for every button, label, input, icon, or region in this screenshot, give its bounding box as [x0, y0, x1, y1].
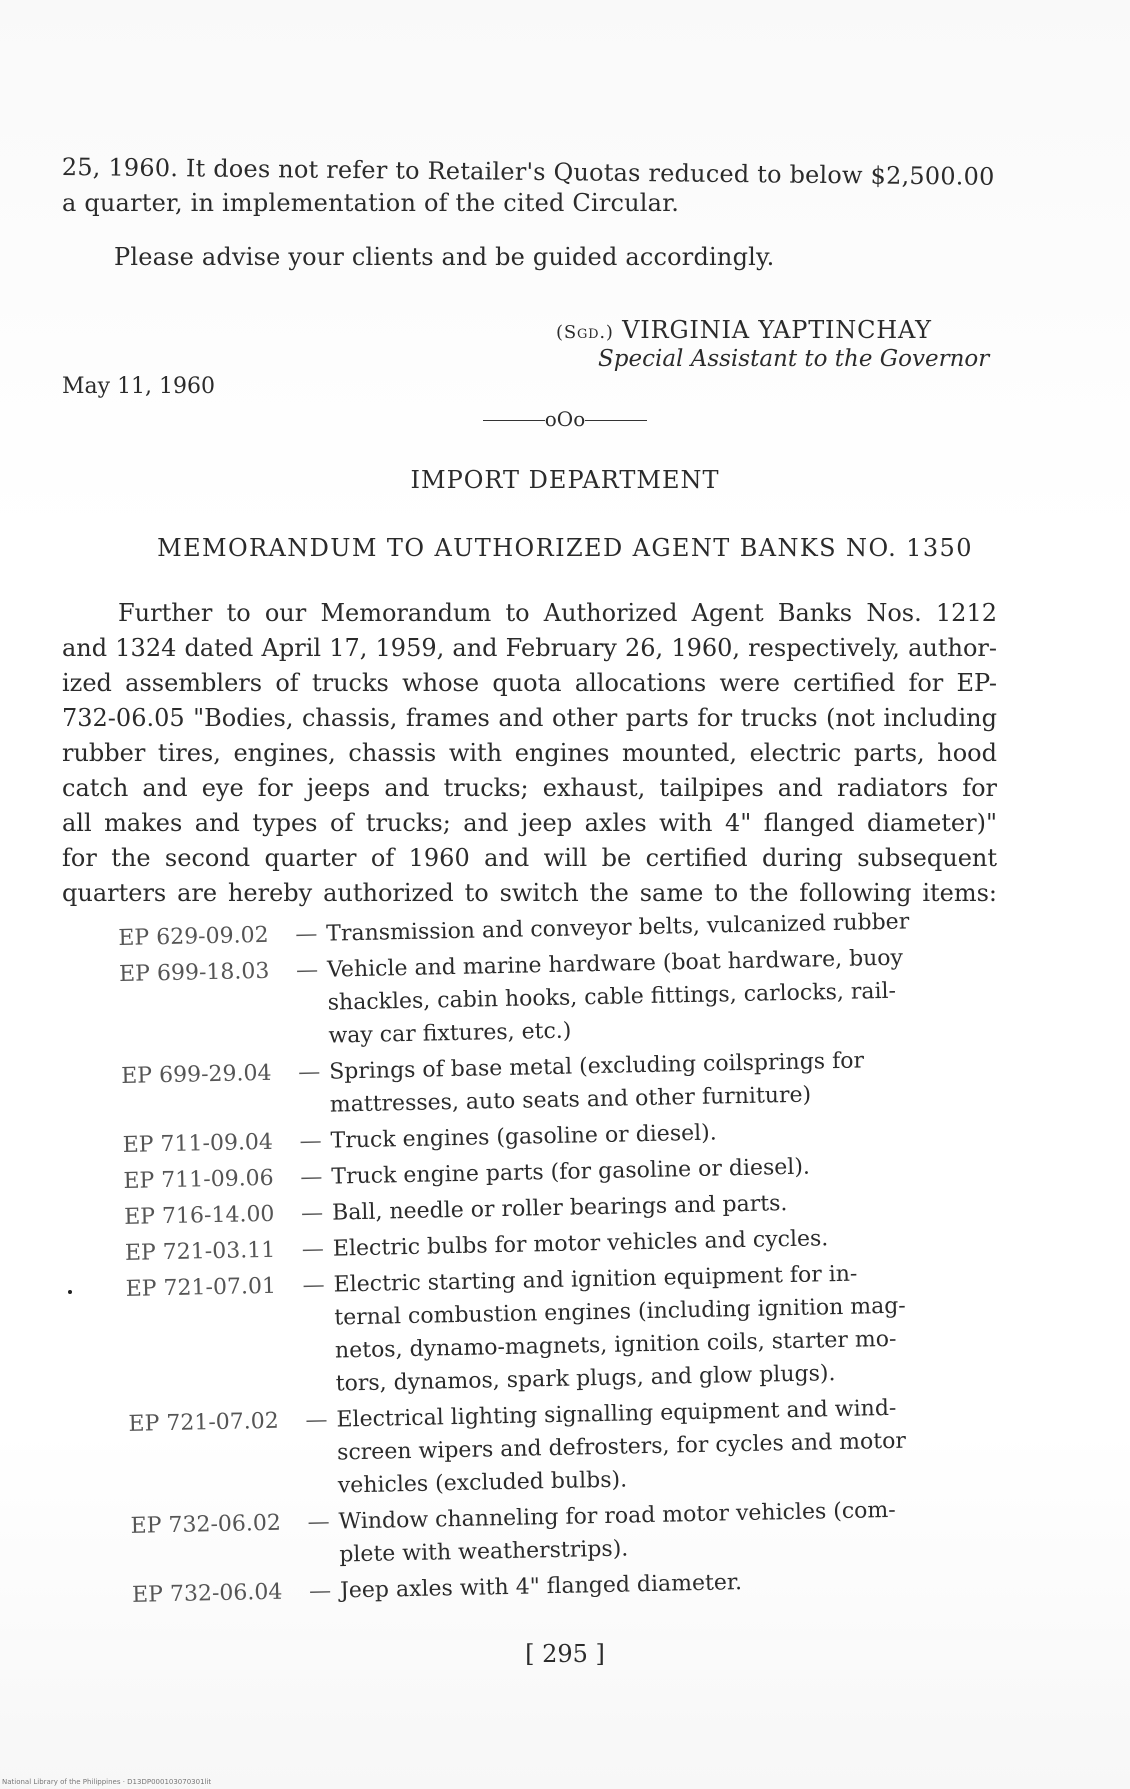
- item-description: [333, 1256, 958, 1401]
- item-code: EP 721-03.11: [124, 1237, 276, 1266]
- body-line: ized assemblers of trucks whose quota allocations were certified for EP-: [62, 669, 997, 697]
- item-dash: —: [300, 1164, 323, 1191]
- item-dash: —: [308, 1578, 332, 1605]
- item-description-line: Springs of base metal (excluding coilsprings for: [328, 1048, 865, 1085]
- list-item: [125, 1256, 958, 1405]
- body-line: 732-06.05 "Bodies, chassis, frames and other parts for trucks (not including: [62, 704, 997, 732]
- department-heading: IMPORT DEPARTMENT: [410, 466, 720, 494]
- item-description-line: vehicles (excluded bulbs).: [337, 1467, 628, 1499]
- item-description-line: plete with weatherstrips).: [339, 1536, 629, 1568]
- intro-line-1: 25, 1960. It does not refer to Retailer's Quotas reduced to below $2,500.00: [61, 152, 995, 191]
- item-dash: —: [299, 1128, 322, 1155]
- separator-rule-left: [483, 420, 545, 421]
- item-description-line: Electric starting and ignition equipment for in-: [333, 1261, 858, 1298]
- item-dash: —: [295, 957, 319, 984]
- separator-rule-right: [585, 420, 647, 421]
- signature-title: Special Assistant to the Governor: [598, 346, 990, 372]
- item-code: EP 699-18.03: [118, 958, 270, 987]
- item-dash: —: [301, 1236, 325, 1263]
- item-code: EP 721-07.01: [125, 1273, 277, 1302]
- signature-name: VIRGINIA YAPTINCHAY: [622, 316, 932, 344]
- item-dash: —: [295, 921, 318, 948]
- body-line: and 1324 dated April 17, 1959, and February 26, 1960, respectively, author-: [62, 634, 997, 662]
- memo-title: MEMORANDUM TO AUTHORIZED AGENT BANKS NO. 1350: [157, 534, 973, 562]
- item-description: [329, 1043, 952, 1122]
- footer-note: National Library of the Philippines · D13DP000103070301lit: [2, 1778, 212, 1786]
- item-description-line: Transmission and conveyor belts, vulcanized rubber: [326, 909, 910, 947]
- item-description-line: Electric bulbs for motor vehicles and cycles.: [332, 1226, 829, 1262]
- item-description-line: mattresses, auto seats and other furniture): [329, 1082, 812, 1118]
- item-list: [118, 905, 962, 1615]
- separator: [0, 407, 1130, 431]
- body-line: quarters are hereby authorized to switch the same to the following items:: [62, 879, 997, 907]
- body-line: catch and eye for jeeps and trucks; exhaust, tailpipes and radiators for: [62, 774, 997, 802]
- intro-line-3: Please advise your clients and be guided accordingly.: [114, 243, 775, 271]
- body-line: rubber tires, engines, chassis with engines mounted, electric parts, hood: [62, 739, 997, 767]
- item-description: [338, 1492, 961, 1571]
- item-code: EP 629-09.02: [118, 922, 269, 951]
- signature-sgd: (Sgd.): [556, 322, 614, 343]
- item-description-line: Window channeling for road motor vehicles (com-: [338, 1497, 896, 1535]
- item-dash: —: [300, 1200, 324, 1227]
- item-description-line: netos, dynamo-magnets, ignition coils, starter mo-: [334, 1326, 897, 1364]
- item-dash: —: [297, 1059, 321, 1086]
- item-code: EP 732-06.04: [131, 1579, 283, 1608]
- item-description-line: Electrical lighting signalling equipment and wind-: [336, 1395, 897, 1433]
- separator-mark: oOo: [544, 407, 586, 431]
- item-dash: —: [307, 1509, 330, 1536]
- item-description-line: ternal combustion engines (including ignition mag-: [334, 1293, 906, 1331]
- body-paragraph: [62, 596, 997, 911]
- item-description: [327, 941, 951, 1053]
- item-description: [336, 1391, 960, 1503]
- item-code: EP 711-09.06: [123, 1165, 274, 1194]
- item-description-line: Jeep axles with 4" flanged diameter.: [339, 1570, 743, 1604]
- item-description-line: way car fixtures, etc.): [328, 1018, 572, 1049]
- item-description-line: Ball, needle or roller bearings and parts.: [331, 1191, 788, 1226]
- page-number: [ 295 ]: [525, 1640, 605, 1668]
- body-line: all makes and types of trucks; and jeep axles with 4" flanged diameter)": [62, 809, 997, 837]
- item-code: EP 716-14.00: [123, 1201, 275, 1230]
- list-item: [119, 941, 951, 1057]
- memo-date: May 11, 1960: [62, 374, 216, 399]
- item-description-line: tors, dynamos, spark plugs, and glow plugs).: [335, 1361, 836, 1397]
- body-line: Further to our Memorandum to Authorized Agent Banks Nos. 1212: [118, 599, 997, 627]
- body-line: for the second quarter of 1960 and will be certified during subsequent: [62, 844, 997, 872]
- item-dash: —: [305, 1407, 328, 1434]
- item-code: EP 721-07.02: [128, 1408, 280, 1437]
- stray-mark: [68, 1290, 72, 1294]
- item-code: EP 732-06.02: [130, 1510, 282, 1539]
- item-description-line: Truck engines (gasoline or diesel).: [330, 1120, 717, 1154]
- item-description-line: shackles, cabin hooks, cable fittings, carlocks, rail-: [327, 978, 897, 1016]
- item-code: EP 699-29.04: [120, 1060, 272, 1089]
- signature-name-line: [556, 316, 932, 344]
- item-dash: —: [302, 1272, 325, 1299]
- item-description-line: Truck engine parts (for gasoline or diesel).: [331, 1154, 811, 1190]
- intro-line-2: a quarter, in implementation of the cited Circular.: [62, 189, 680, 217]
- item-description-line: Vehicle and marine hardware (boat hardware, buoy: [326, 945, 904, 983]
- item-description-line: screen wipers and defrosters, for cycles and motor: [336, 1428, 907, 1466]
- list-item: [128, 1391, 960, 1507]
- item-code: EP 711-09.04: [122, 1129, 274, 1158]
